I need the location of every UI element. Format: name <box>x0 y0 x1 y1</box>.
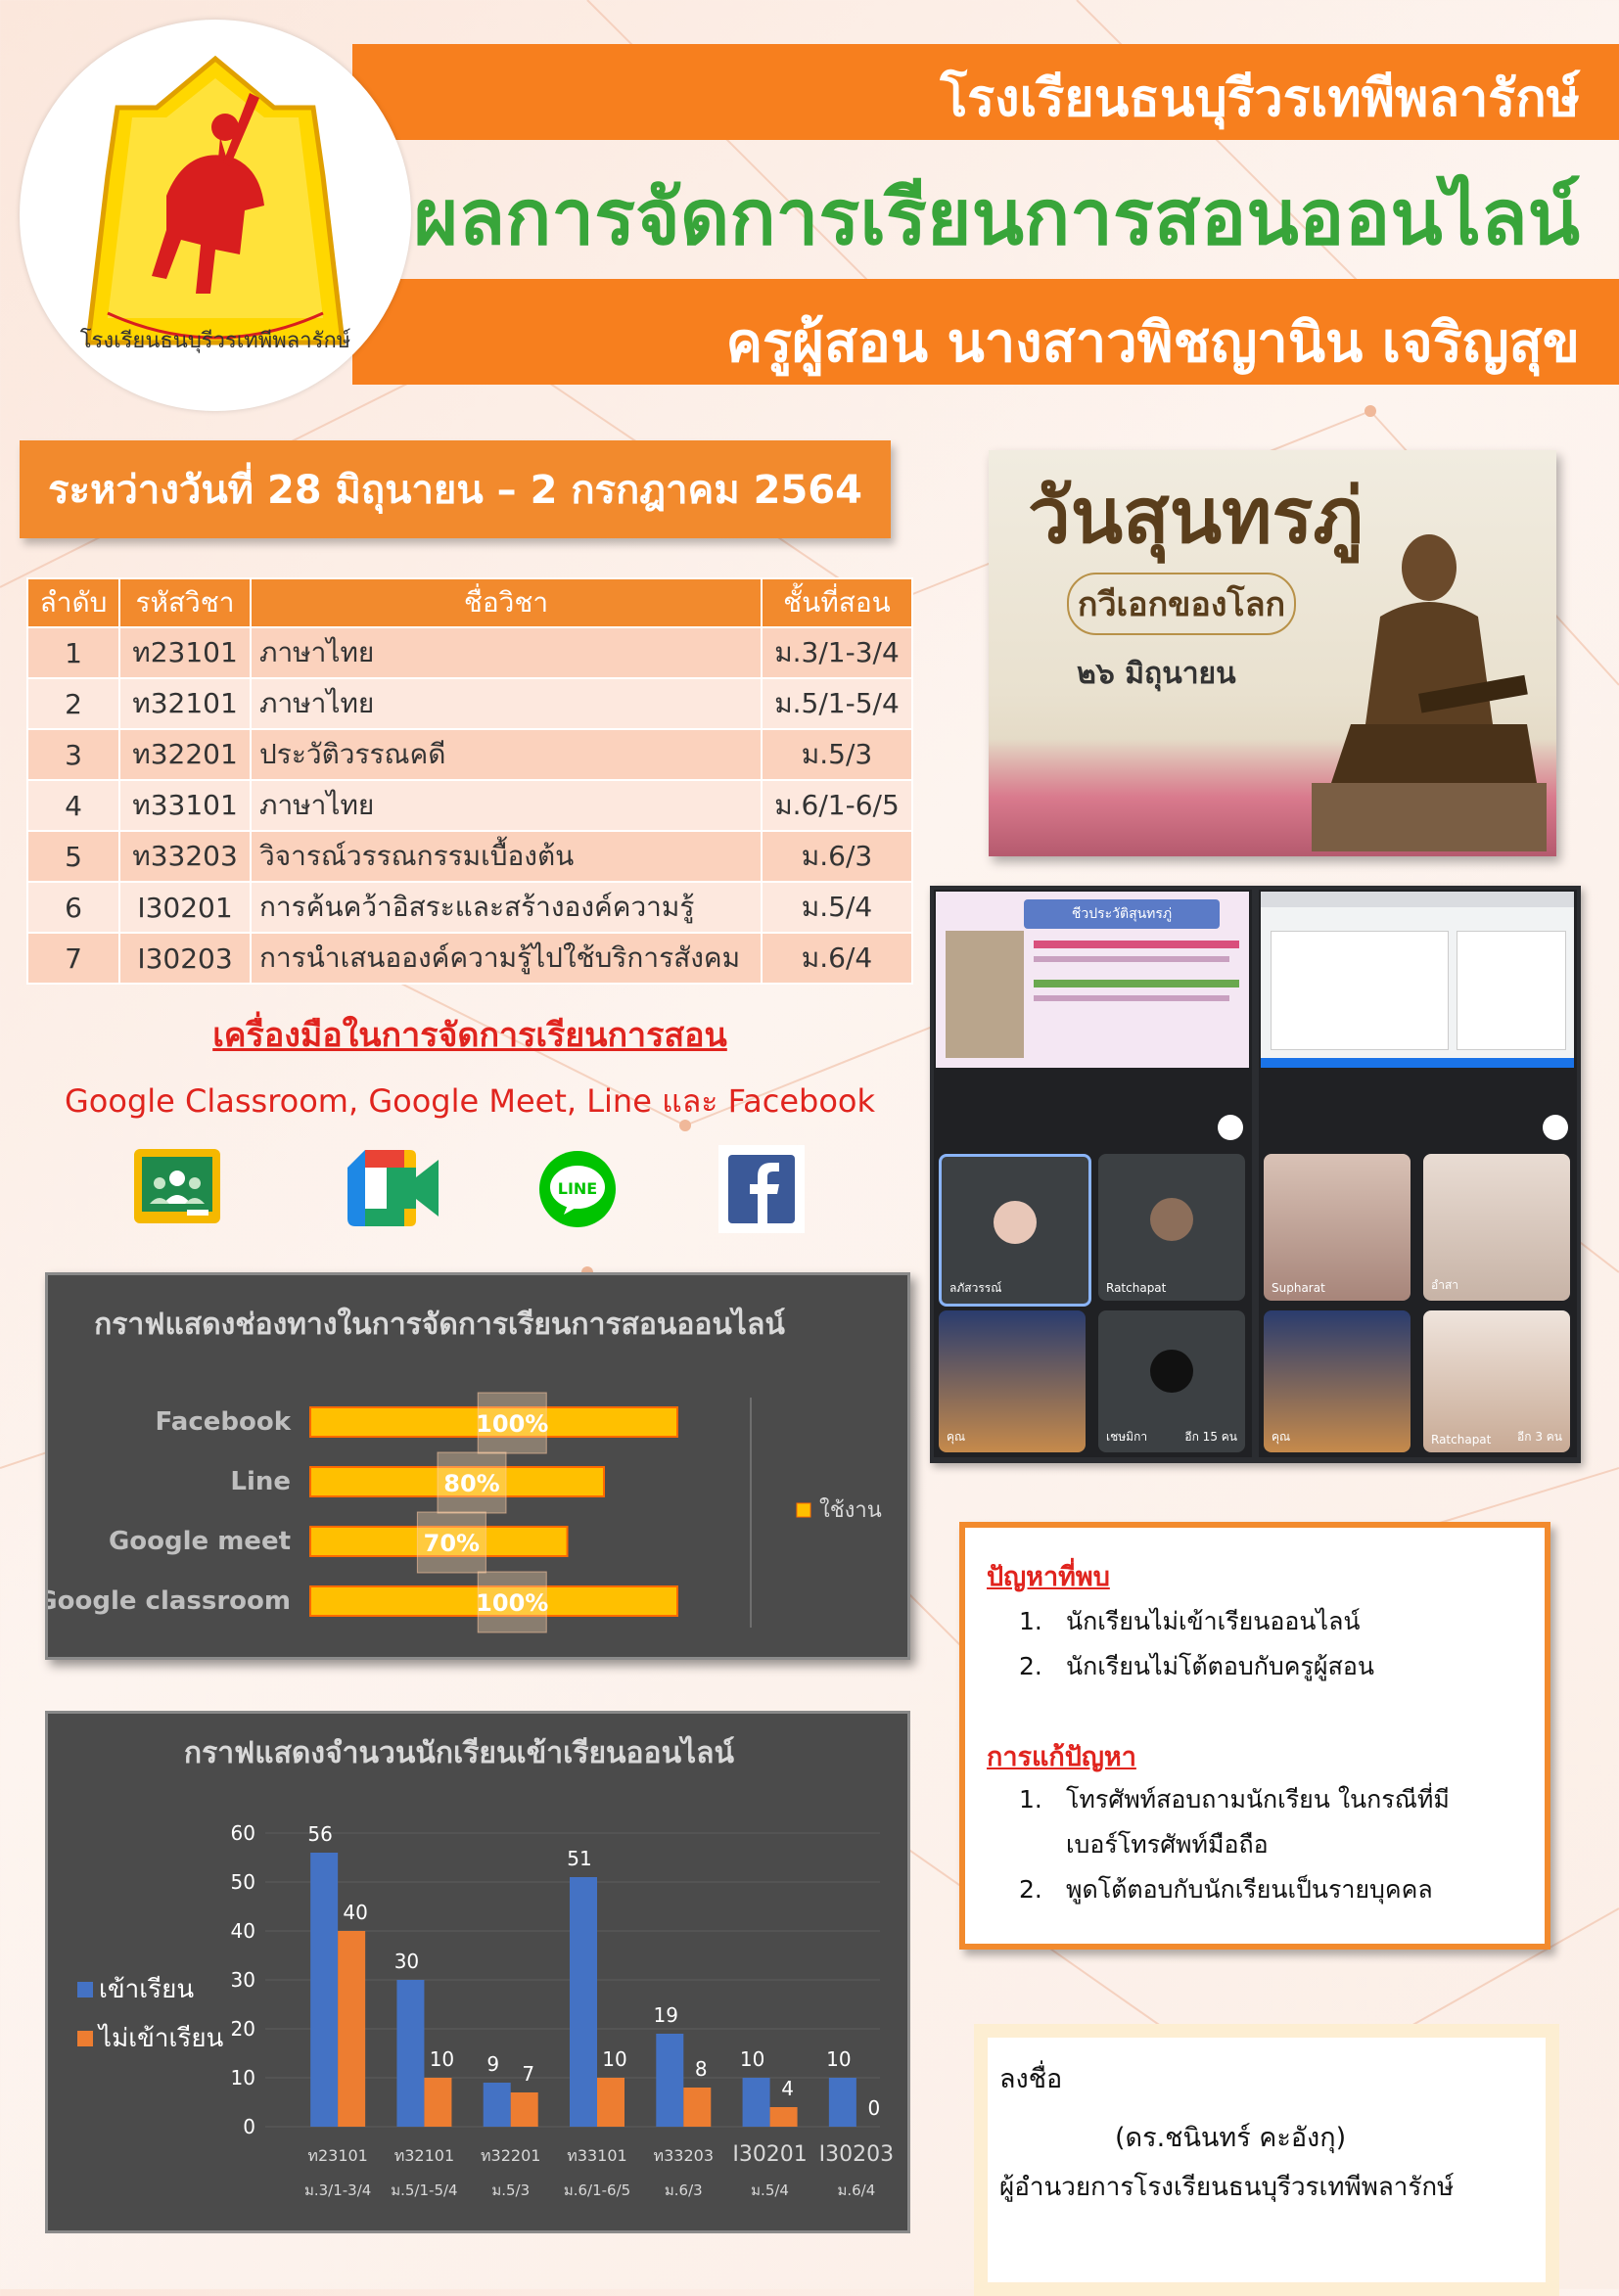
data-label: 0 <box>867 2096 881 2120</box>
row-subject: ภาษาไทย <box>251 678 762 729</box>
row-order: 6 <box>27 882 119 933</box>
google-meet-icon <box>347 1150 440 1226</box>
x-subtick-label: ม.5/4 <box>751 2181 789 2199</box>
data-label: 7 <box>522 2062 535 2086</box>
sunthorn-phu-day-poster <box>989 450 1556 856</box>
legend-label-attend: เข้าเรียน <box>99 1975 195 2004</box>
row-code: I30203 <box>119 933 251 984</box>
bar-attend <box>656 2034 683 2127</box>
participant-tile <box>939 1154 1091 1307</box>
legend-label-absent: ไม่เข้าเรียน <box>99 2024 224 2053</box>
poster-date: ๒๖ มิถุนายน <box>1077 657 1236 691</box>
header-subject-name: ชื่อวิชา <box>251 578 762 627</box>
header-code: รหัสวิชา <box>119 578 251 627</box>
x-tick-label: I30201 <box>732 2142 808 2167</box>
participant-name: อำสา <box>1431 1278 1459 1292</box>
row-order: 5 <box>27 831 119 882</box>
shared-slide <box>936 892 1249 1068</box>
problem-item: 2. นักเรียนไม่โต้ตอบกับครูผู้สอน <box>1019 1652 1374 1680</box>
participant-name: Ratchapat <box>1431 1433 1492 1446</box>
y-tick-label: 50 <box>230 1870 255 1894</box>
meet-screenshot-left <box>934 890 1252 1457</box>
legend-swatch <box>797 1503 810 1517</box>
participant-name: Supharat <box>1272 1281 1325 1295</box>
row-class: ม.6/1-6/5 <box>762 780 912 831</box>
bar-absent <box>683 2088 711 2127</box>
data-label: 8 <box>694 2057 708 2081</box>
row-code: ท33203 <box>119 831 251 882</box>
x-subtick-label: ม.5/3 <box>491 2181 531 2199</box>
chart-attendance <box>45 1711 910 2233</box>
solution-item: 1. โทรศัพท์สอบถามนักเรียน ในกรณีที่มี <box>1019 1785 1450 1814</box>
google-classroom-icon <box>132 1147 222 1225</box>
row-class: ม.5/3 <box>762 729 912 780</box>
chart-title: กราฟแสดงช่องทางในการจัดการเรียนการสอนออนไลน์ <box>94 1308 785 1342</box>
table-row <box>27 627 912 678</box>
bar-attend <box>743 2078 770 2127</box>
category-label: Line <box>230 1467 291 1496</box>
legend-label: ใช้งาน <box>819 1498 882 1523</box>
facebook-icon <box>718 1145 805 1233</box>
x-subtick-label: ม.6/1-6/5 <box>563 2181 631 2199</box>
row-subject: ภาษาไทย <box>251 780 762 831</box>
legend-swatch-attend <box>77 1982 93 1998</box>
school-emblem-icon <box>20 20 411 411</box>
meet-screenshot-right <box>1259 890 1577 1457</box>
data-label: 19 <box>653 2003 679 2027</box>
y-tick-label: 10 <box>230 2066 255 2089</box>
x-tick-label: ท33203 <box>653 2146 715 2165</box>
legend-swatch-absent <box>77 2031 93 2046</box>
shared-screen <box>1261 892 1574 1068</box>
data-label: 4 <box>781 2077 794 2100</box>
y-tick-label: 0 <box>243 2115 255 2138</box>
chart-channels <box>45 1272 910 1660</box>
row-class: ม.6/4 <box>762 933 912 984</box>
table-row <box>27 882 912 933</box>
slide-portrait <box>946 931 1024 1058</box>
school-name: โรงเรียนธนบุรีวรเทพีพลารักษ์ <box>940 69 1580 128</box>
participant-tile <box>939 1310 1086 1452</box>
y-tick-label: 40 <box>230 1919 255 1943</box>
signature-name: (ดร.ชนินทร์ คะอังกุ) <box>1115 2123 1347 2153</box>
x-tick-label: I30203 <box>818 2142 895 2167</box>
participant-name: Ratchapat <box>1106 1281 1167 1295</box>
line-icon <box>538 1150 617 1228</box>
date-range-banner: ระหว่างวันที่ 28 มิถุนายน – 2 กรกฎาคม 2564 <box>20 440 891 538</box>
teacher-name: ครูผู้สอน นางสาวพิชญานิน เจริญสุข <box>725 311 1580 375</box>
poster-subtitle: กวีเอกของโลก <box>1067 573 1296 635</box>
problem-item: 1. นักเรียนไม่เข้าเรียนออนไลน์ <box>1019 1607 1361 1635</box>
data-label: 9 <box>486 2052 500 2076</box>
bar-absent <box>424 2078 451 2127</box>
more-participants[interactable]: อีก 15 คน <box>1184 1430 1237 1444</box>
participant-name: ลภัสวรรณ์ <box>949 1281 1002 1295</box>
row-class: ม.3/1-3/4 <box>762 627 912 678</box>
tools-title: เครื่องมือในการจัดการเรียนการสอน <box>212 1016 727 1055</box>
category-label: Google classroom <box>48 1586 291 1616</box>
table-header-row <box>27 578 912 627</box>
header-class: ชั้นที่สอน <box>762 578 912 627</box>
x-tick-label: ท23101 <box>307 2146 368 2165</box>
participant-tile <box>1098 1310 1245 1452</box>
row-class: ม.5/4 <box>762 882 912 933</box>
table-row <box>27 831 912 882</box>
participant-tile <box>1264 1310 1411 1452</box>
x-subtick-label: ม.3/1-3/4 <box>303 2181 372 2199</box>
row-subject: ประวัติวรรณคดี <box>251 729 762 780</box>
bar-attend <box>396 1980 424 2127</box>
avatar <box>1150 1198 1193 1241</box>
x-tick-label: ท33101 <box>567 2146 627 2165</box>
online-class-screenshots <box>930 886 1581 1463</box>
fullscreen-icon[interactable] <box>1543 1115 1568 1140</box>
x-subtick-label: ม.5/1-5/4 <box>391 2181 458 2199</box>
solution-item-continued: เบอร์โทรศัพท์มือถือ <box>1066 1830 1269 1859</box>
participant-tile <box>1423 1154 1570 1301</box>
row-class: ม.5/1-5/4 <box>762 678 912 729</box>
table-row <box>27 678 912 729</box>
table-row <box>27 729 912 780</box>
problems-box <box>959 1522 1550 1950</box>
data-label: 80% <box>443 1470 500 1497</box>
x-tick-label: ท32101 <box>393 2146 455 2165</box>
avatar <box>1150 1350 1193 1393</box>
participant-name: คุณ <box>947 1430 966 1444</box>
main-title: ผลการจัดการเรียนการสอนออนไลน์ <box>413 174 1580 262</box>
participant-name: เชษมิกา <box>1106 1430 1148 1444</box>
bar-absent <box>511 2092 538 2127</box>
x-subtick-label: ม.6/3 <box>664 2181 703 2199</box>
row-subject: การนำเสนอองค์ความรู้ไปใช้บริการสังคม <box>251 933 762 984</box>
signature-box <box>974 2024 1559 2296</box>
chart-title: กราฟแสดงจำนวนนักเรียนเข้าเรียนออนไลน์ <box>183 1736 735 1770</box>
row-order: 4 <box>27 780 119 831</box>
fullscreen-icon[interactable] <box>1218 1115 1243 1140</box>
row-order: 1 <box>27 627 119 678</box>
data-label: 56 <box>307 1822 333 1846</box>
data-label: 70% <box>423 1530 481 1557</box>
y-tick-label: 30 <box>230 1968 255 1992</box>
chart-attendance-svg <box>48 1714 907 2230</box>
data-label: 10 <box>602 2047 627 2071</box>
x-tick-label: ท32201 <box>480 2146 541 2165</box>
problems-heading: ปัญหาที่พบ <box>987 1562 1110 1592</box>
school-logo <box>20 20 411 411</box>
category-label: Facebook <box>155 1407 291 1437</box>
poster-title: วันสุนทรภู่ <box>1028 472 1364 561</box>
data-label: 100% <box>476 1410 549 1438</box>
header-order: ลำดับ <box>27 578 119 627</box>
poet-statue-icon <box>1312 528 1547 851</box>
data-label: 100% <box>476 1589 549 1617</box>
bar-attend <box>829 2078 856 2127</box>
table-row <box>27 780 912 831</box>
row-code: ท33101 <box>119 780 251 831</box>
table-row <box>27 933 912 984</box>
row-order: 3 <box>27 729 119 780</box>
subject-table <box>26 577 913 985</box>
data-label: 10 <box>826 2047 852 2071</box>
slide-title: ชีวประวัติสุนทรภู่ <box>1024 899 1220 929</box>
avatar <box>994 1201 1037 1244</box>
line-icon-label: LINE <box>557 1179 598 1198</box>
data-label: 40 <box>343 1901 368 1924</box>
data-label: 51 <box>567 1847 592 1870</box>
row-subject: วิจารณ์วรรณกรรมเบื้องต้น <box>251 831 762 882</box>
row-code: ท32201 <box>119 729 251 780</box>
signature-position: ผู้อำนวยการโรงเรียนธนบุรีวรเทพีพลารักษ์ <box>999 2173 1455 2202</box>
y-tick-label: 60 <box>230 1821 255 1845</box>
tools-list: Google Classroom, Google Meet, Line และ Facebook <box>64 1082 876 1120</box>
logo-text: โรงเรียนธนบุรีวรเทพีพลารักษ์ <box>79 329 351 353</box>
bar-attend <box>484 2083 511 2127</box>
category-label: Google meet <box>108 1527 291 1556</box>
solution-item: 2. พูดโต้ตอบกับนักเรียนเป็นรายบุคคล <box>1019 1875 1433 1904</box>
row-code: ท23101 <box>119 627 251 678</box>
row-order: 2 <box>27 678 119 729</box>
data-label: 30 <box>393 1950 420 1973</box>
row-code: ท32101 <box>119 678 251 729</box>
bar-absent <box>770 2107 798 2127</box>
y-tick-label: 20 <box>230 2017 255 2041</box>
row-subject: ภาษาไทย <box>251 627 762 678</box>
row-class: ม.6/3 <box>762 831 912 882</box>
participant-name: คุณ <box>1272 1430 1291 1444</box>
signature-label: ลงชื่อ <box>999 2064 1063 2094</box>
participant-tile <box>1423 1310 1570 1452</box>
participant-tile <box>1264 1154 1411 1301</box>
bar-attend <box>570 1877 597 2127</box>
chart-channels-svg <box>48 1275 907 1657</box>
bar-attend <box>310 1853 338 2127</box>
bar-absent <box>338 1931 365 2127</box>
bar-absent <box>597 2078 624 2127</box>
row-order: 7 <box>27 933 119 984</box>
data-label: 10 <box>429 2047 455 2071</box>
more-participants[interactable]: อีก 3 คน <box>1517 1430 1562 1444</box>
data-label: 10 <box>739 2047 765 2071</box>
participant-tile <box>1098 1154 1245 1301</box>
x-subtick-label: ม.6/4 <box>837 2181 876 2199</box>
solution-heading: การแก้ปัญหา <box>987 1742 1136 1772</box>
row-code: I30201 <box>119 882 251 933</box>
row-subject: การค้นคว้าอิสระและสร้างองค์ความรู้ <box>251 882 762 933</box>
